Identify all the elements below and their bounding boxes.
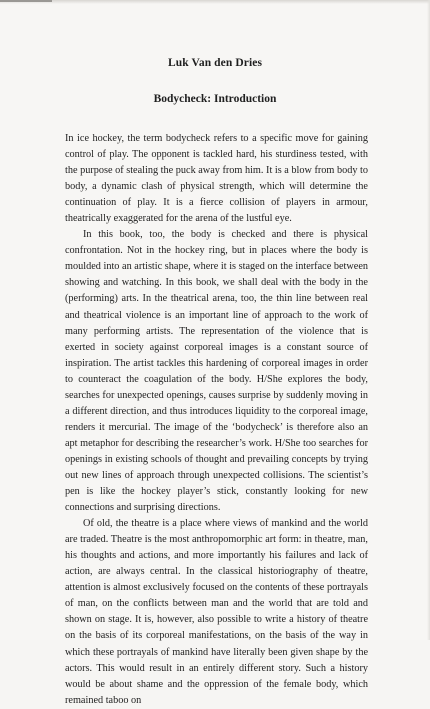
author-name: Luk Van den Dries (167, 57, 263, 69)
paragraph: Of old, the theatre is a place where views of mankind and the world are traded. Theatre is the most anthropomorphic art form: in theatre, man, his thoughts and actions, and more importantly his failures and lack of action, are always central. In the classical historiography of theatre, attention is almost exclusively focused on the contents of these portrayals of man, on the conflicts between man and the world that are told and shown on stage. It is, however, also possible to write a history of theatre on the basis of its corporeal manifestations, on the basis of the way in which these portrayals of mankind have literally been given shape by the actors. This would result in an entirely different story. Such a history would be about shame and the oppression of the female body, which remained taboo on (65, 518, 368, 706)
scan-shadow (0, 0, 430, 4)
paragraph: In this book, too, the body is checked and there is physical confrontation. Not in the hockey ring, but in places where the body is moulded into an artistic shape, where it is staged on the interface between showing and watching. In this book, we shall deal with the body in the (performing) arts. In the theatrical arena, too, the thin line between real and theatrical violence is an important line of approach to the work of many performing artists. The representation of the violence that is exerted in society against corporeal images is a constant source of inspiration. The artist tackles this hardening of corporeal images in order to counteract the coagulation of the body. H/She explores the body, searches for unexpected openings, causes surprise by suddenly moving in a different direction, and thus introduces liquidity to the corporeal image, renders it mercurial. The image of the ‘bodycheck’ is therefore also an apt metaphor for describing the researcher’s work. H/She too searches for openings in existing schools of thought and prevailing concepts by trying out new lines of approach through unexpected collisions. The scientist’s pen is like the hockey player’s stick, constantly looking for new connections and surprising directions. (65, 229, 368, 514)
body-text (65, 123, 368, 709)
scan-mark (0, 0, 52, 2)
paragraph: In ice hockey, the term bodycheck refers to a specific move for gaining control of play. The opponent is tackled hard, his sturdiness tested, with the purpose of stealing the puck away from him. It is a blow from body to body, a dynamic clash of physical strength, which will determine the continuation of play. It is a fierce collision of players in armour, theatrically exaggerated for the arena of the lustful eye. (65, 133, 368, 225)
chapter-title: Bodycheck: Introduction (153, 93, 277, 105)
